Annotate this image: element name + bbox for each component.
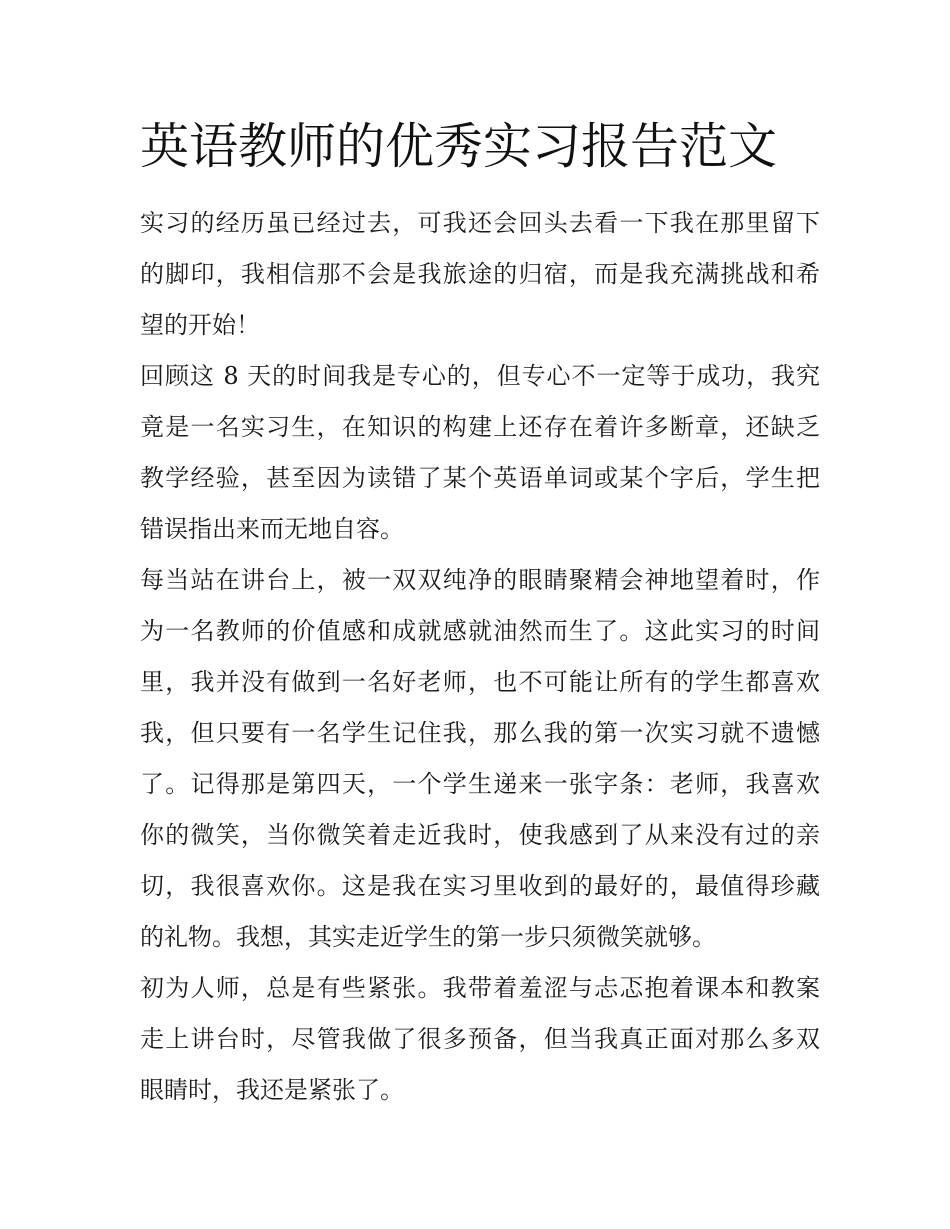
text-line: 我，但只要有一名学生记住我，那么我的第一次实习就不遗憾 [140,719,820,747]
text-line: 回顾这 8 天的时间我是专心的，但专心不一定等于成功，我究 [140,362,820,390]
paragraph-2 [140,351,820,555]
text-line: 错误指出来而无地自容。 [140,515,404,543]
text-line: 望的开始！ [140,311,260,339]
text-line: 你的微笑，当你微笑着走近我时，使我感到了从来没有过的亲 [140,821,820,849]
text-line: 眼睛时，我还是紧张了。 [140,1076,404,1104]
paragraph-1 [140,198,820,351]
text-line: 竟是一名实习生，在知识的构建上还存在着许多断章，还缺乏 [140,413,820,441]
paragraph-4 [140,963,820,1116]
paragraph-3 [140,555,820,963]
text-line: 实习的经历虽已经过去，可我还会回头去看一下我在那里留下 [140,209,820,237]
document-body [140,198,820,1116]
text-line: 初为人师，总是有些紧张。我带着羞涩与忐忑抱着课本和教案 [140,974,820,1002]
text-line: 了。记得那是第四天，一个学生递来一张字条：老师，我喜欢 [140,770,820,798]
text-line: 的脚印，我相信那不会是我旅途的归宿，而是我充满挑战和希 [140,260,820,288]
text-line: 切，我很喜欢你。这是我在实习里收到的最好的，最值得珍藏 [140,872,820,900]
text-line: 走上讲台时，尽管我做了很多预备，但当我真正面对那么多双 [140,1025,820,1053]
text-line: 每当站在讲台上，被一双双纯净的眼睛聚精会神地望着时，作 [140,566,820,594]
text-line: 教学经验，甚至因为读错了某个英语单词或某个字后，学生把 [140,464,820,492]
text-line: 的礼物。我想，其实走近学生的第一步只须微笑就够。 [140,923,716,951]
text-line: 为一名教师的价值感和成就感就油然而生了。这此实习的时间 [140,617,820,645]
text-line: 里，我并没有做到一名好老师，也不可能让所有的学生都喜欢 [140,668,820,696]
document-title: 英语教师的优秀实习报告范文 [140,118,778,175]
